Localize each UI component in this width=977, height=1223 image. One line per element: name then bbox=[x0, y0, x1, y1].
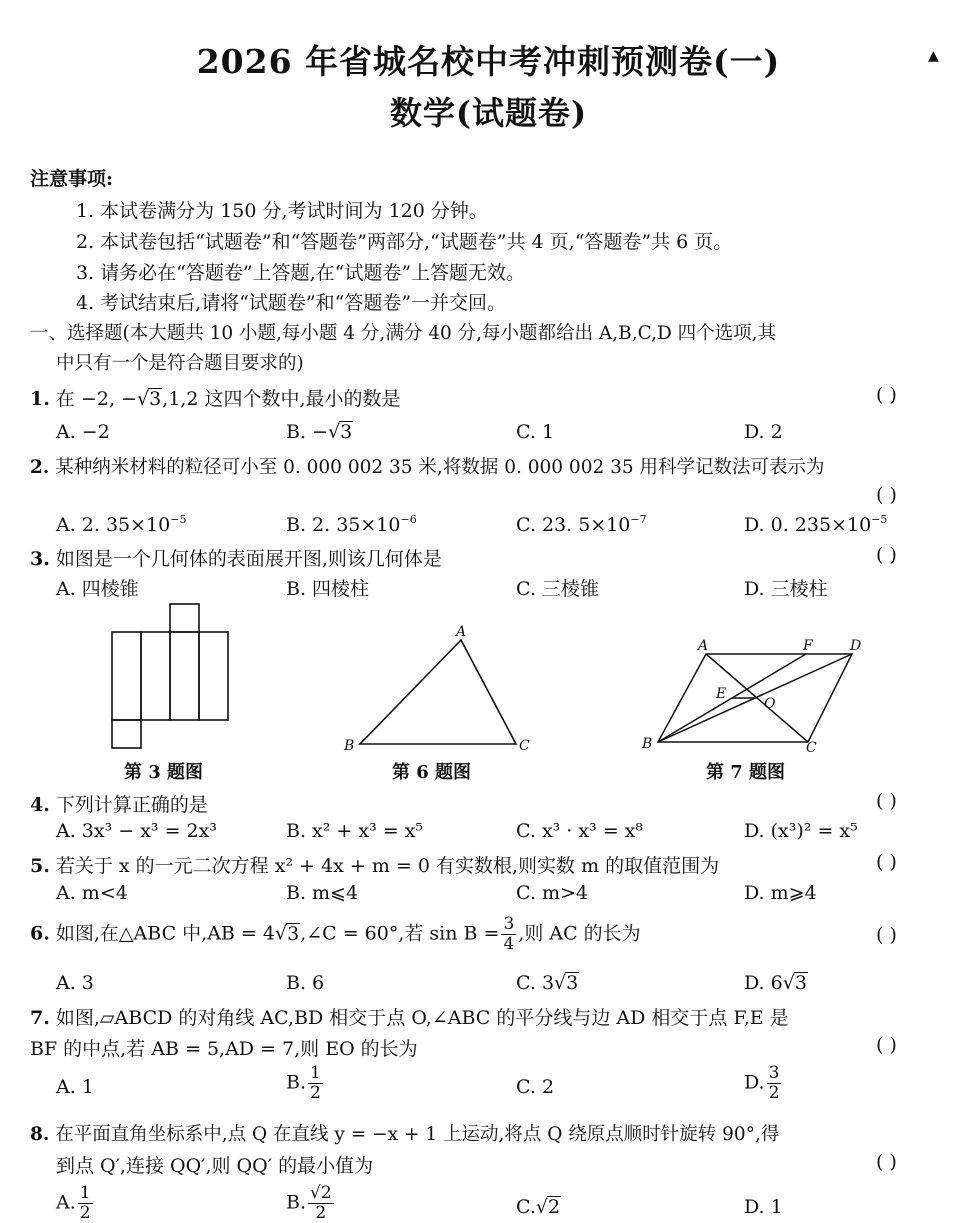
q2-stem-text: 某种纳米材料的粒径可小至 0. 000 002 35 米,将数据 0. 000 002 35 用科学记数法可表示为 bbox=[55, 457, 825, 478]
exam-subtitle: 数学(试题卷) bbox=[389, 94, 588, 132]
q2-c-text: C. 23. 5×10 bbox=[516, 514, 631, 536]
q8-a-fraction bbox=[78, 1184, 93, 1223]
answer-paren-q4: ( ) bbox=[876, 790, 897, 812]
answer-paren-q2: ( ) bbox=[876, 484, 897, 506]
q6-c-radicand: 3 bbox=[566, 972, 579, 994]
exam-title: 2026 年省城名校中考冲刺预测卷(一) bbox=[196, 42, 781, 81]
figure-3-net-diagram bbox=[100, 600, 240, 752]
figure-3-caption: 第 3 题图 bbox=[124, 762, 204, 783]
q3-option-d: D. 三棱柱 bbox=[744, 578, 828, 600]
figure-7-caption: 第 7 题图 bbox=[706, 762, 786, 783]
q6-stem-part: ,则 AC 的长为 bbox=[518, 922, 641, 945]
q7-option-a: A. 1 bbox=[56, 1076, 94, 1098]
q6-radicand: 3 bbox=[287, 922, 300, 945]
q6-option-d: D. 6√3 bbox=[744, 972, 807, 994]
q8-a-text: A. bbox=[56, 1191, 76, 1214]
label-c: C bbox=[806, 740, 817, 756]
q8-option-b bbox=[286, 1184, 336, 1223]
q8-option-a bbox=[56, 1184, 95, 1223]
fraction-numerator: 1 bbox=[310, 1063, 321, 1083]
q2-option-b bbox=[286, 514, 417, 536]
note-item-4: 4. 考试结束后,请将“试题卷”和“答题卷”一并交回。 bbox=[76, 292, 507, 314]
figure-6-triangle-diagram bbox=[340, 620, 540, 760]
q2-option-a bbox=[56, 514, 186, 536]
q1-radicand: 3 bbox=[149, 388, 162, 410]
question-7-stem-line1 bbox=[30, 1003, 789, 1030]
fraction-numerator: √2 bbox=[310, 1183, 332, 1203]
question-8-stem-line2: 到点 Q′,连接 QQ′,则 QQ′ 的最小值为 bbox=[56, 1155, 374, 1177]
q2-c-exp: −7 bbox=[630, 513, 647, 526]
answer-paren-q1: ( ) bbox=[876, 384, 897, 406]
q3-option-c: C. 三棱锥 bbox=[516, 578, 599, 600]
net-bottom-face bbox=[112, 720, 141, 748]
fraction-denominator: 2 bbox=[310, 1083, 321, 1103]
q6-fraction bbox=[501, 915, 516, 954]
q1-b-text: B. − bbox=[286, 421, 328, 443]
corner-mark: ▲ bbox=[928, 48, 939, 64]
q3-option-b: B. 四棱柱 bbox=[286, 578, 370, 600]
q5-stem-text: 若关于 x 的一元二次方程 x² + 4x + m = 0 有实数根,则实数 m 的取值范围为 bbox=[55, 855, 720, 877]
q6-d-text: D. 6 bbox=[744, 972, 783, 994]
q7-b-text: B. bbox=[286, 1071, 307, 1094]
q1-option-b: B. −√3 bbox=[286, 421, 353, 443]
question-1-stem: 1. 在 −2, −√3,1,2 这四个数中,最小的数是 bbox=[30, 388, 401, 410]
q4-stem-text: 下列计算正确的是 bbox=[55, 794, 208, 816]
net-face bbox=[112, 632, 141, 720]
q1-option-a: A. −2 bbox=[56, 421, 110, 443]
q7-option-b bbox=[286, 1064, 325, 1103]
q4-option-b: B. x² + x³ = x⁵ bbox=[286, 820, 424, 842]
q6-d-radicand: 3 bbox=[794, 972, 807, 994]
question-5-stem bbox=[30, 851, 719, 878]
fraction-denominator: 2 bbox=[315, 1203, 327, 1223]
q1-stem-part: ,1,2 这四个数中,最小的数是 bbox=[162, 388, 401, 410]
answer-paren-q5: ( ) bbox=[876, 851, 897, 873]
question-number: 1. bbox=[30, 388, 50, 410]
q5-option-d: D. m⩾4 bbox=[744, 882, 817, 904]
label-e: E bbox=[716, 686, 727, 702]
figure-7-parallelogram-diagram bbox=[640, 632, 870, 758]
q5-option-a: A. m<4 bbox=[56, 882, 128, 904]
label-c: C bbox=[519, 738, 530, 754]
question-number: 2. bbox=[30, 457, 50, 478]
q4-option-a: A. 3x³ − x³ = 2x³ bbox=[56, 820, 217, 842]
fraction-numerator: 3 bbox=[503, 914, 515, 934]
q7-option-c: C. 2 bbox=[516, 1076, 555, 1098]
q3-stem-text: 如图是一个几何体的表面展开图,则该几何体是 bbox=[55, 548, 442, 570]
q6-stem-part: 如图,在△ABC 中,AB = 4 bbox=[55, 922, 275, 945]
notes-heading: 注意事项: bbox=[30, 168, 114, 190]
figure-6-caption: 第 6 题图 bbox=[392, 762, 472, 783]
q7-d-fraction bbox=[767, 1064, 782, 1103]
note-item-1: 1. 本试卷满分为 150 分,考试时间为 120 分钟。 bbox=[76, 200, 488, 222]
q7-b-fraction bbox=[308, 1064, 323, 1103]
question-number: 8. bbox=[30, 1124, 50, 1145]
q2-option-d bbox=[744, 514, 887, 536]
net-top-face bbox=[170, 604, 199, 632]
answer-paren-q6: ( ) bbox=[876, 924, 897, 946]
q8-b-fraction bbox=[308, 1184, 334, 1223]
net-face bbox=[141, 632, 170, 720]
q7-option-d bbox=[744, 1064, 783, 1103]
q2-b-text: B. 2. 35×10 bbox=[286, 514, 401, 536]
section1-line2: 中只有一个是符合题目要求的) bbox=[56, 353, 304, 374]
q7-line1-text: 如图,▱ABCD 的对角线 AC,BD 相交于点 O,∠ABC 的平分线与边 AD 相交于点 F,E 是 bbox=[55, 1007, 789, 1029]
q4-option-d: D. (x³)² = x⁵ bbox=[744, 820, 858, 842]
label-a: A bbox=[456, 624, 467, 640]
triangle-abc bbox=[360, 640, 516, 744]
question-7-stem-line2: BF 的中点,若 AB = 5,AD = 7,则 EO 的长为 bbox=[30, 1038, 418, 1060]
answer-paren-q3: ( ) bbox=[876, 544, 897, 566]
label-o: O bbox=[764, 696, 776, 712]
question-number: 6. bbox=[30, 922, 50, 945]
q8-b-text: B. bbox=[286, 1191, 307, 1214]
q8-line1-text: 在平面直角坐标系中,点 Q 在直线 y = −x + 1 上运动,将点 Q 绕原点顺时针旋转 90°,得 bbox=[55, 1124, 780, 1145]
q5-option-b: B. m⩽4 bbox=[286, 882, 359, 904]
q8-c-text: C. bbox=[516, 1196, 536, 1218]
label-f: F bbox=[803, 638, 813, 654]
note-item-3: 3. 请务必在“答题卷”上答题,在“试题卷”上答题无效。 bbox=[76, 262, 526, 284]
q8-option-c: C.√2 bbox=[516, 1196, 561, 1218]
q6-option-b: B. 6 bbox=[286, 972, 325, 994]
q8-option-d: D. 1 bbox=[744, 1196, 783, 1218]
question-number: 7. bbox=[30, 1007, 50, 1029]
q2-a-text: A. 2. 35×10 bbox=[56, 514, 171, 536]
q2-a-exp: −5 bbox=[170, 513, 187, 526]
q3-option-a: A. 四棱锥 bbox=[56, 578, 139, 600]
label-b: B bbox=[642, 736, 653, 752]
answer-paren-q8: ( ) bbox=[876, 1151, 897, 1173]
net-face bbox=[170, 632, 199, 720]
question-3-stem bbox=[30, 544, 442, 571]
label-a: A bbox=[698, 638, 709, 654]
question-2-stem bbox=[30, 453, 825, 479]
q6-option-c: C. 3√3 bbox=[516, 972, 579, 994]
label-b: B bbox=[344, 738, 355, 754]
fraction-denominator: 4 bbox=[503, 934, 515, 954]
question-6-stem: 6. 如图,在△ABC 中,AB = 4√3,∠C = 60°,若 sin B = $\frac{3}{4}$ ,则 AC 的长为 bbox=[30, 914, 641, 954]
q8-c-radicand: 2 bbox=[548, 1196, 561, 1218]
answer-paren-q7: ( ) bbox=[876, 1034, 897, 1056]
q4-option-c: C. x³ · x³ = x⁸ bbox=[516, 820, 644, 842]
q1-stem-part: 在 −2, − bbox=[55, 388, 137, 410]
fraction-numerator: 1 bbox=[79, 1183, 91, 1203]
fraction-denominator: 2 bbox=[79, 1203, 91, 1223]
q6-stem-part: ,∠C = 60°,若 sin B = bbox=[300, 922, 500, 945]
fraction-numerator: 3 bbox=[768, 1063, 780, 1083]
question-8-stem-line1 bbox=[30, 1120, 779, 1146]
q5-option-c: C. m>4 bbox=[516, 882, 588, 904]
section1-line1: 一、选择题(本大题共 10 小题,每小题 4 分,满分 40 分,每小题都给出 A,B,C,D 四个选项,其 bbox=[30, 323, 777, 344]
question-4-stem bbox=[30, 790, 208, 817]
q2-d-exp: −5 bbox=[871, 513, 888, 526]
q2-option-c bbox=[516, 514, 647, 536]
question-number: 5. bbox=[30, 855, 50, 877]
note-item-2: 2. 本试卷包括“试题卷”和“答题卷”两部分,“试题卷”共 4 页,“答题卷”共 6 页。 bbox=[76, 231, 733, 253]
label-d: D bbox=[850, 638, 862, 654]
q7-d-text: D. bbox=[744, 1071, 765, 1094]
q1-option-d: D. 2 bbox=[744, 421, 783, 443]
q2-d-text: D. 0. 235×10 bbox=[744, 514, 872, 536]
question-number: 4. bbox=[30, 794, 50, 816]
question-number: 3. bbox=[30, 548, 50, 570]
q6-option-a: A. 3 bbox=[56, 972, 94, 994]
q1-b-radicand: 3 bbox=[340, 421, 353, 443]
q6-c-text: C. 3 bbox=[516, 972, 555, 994]
net-face bbox=[199, 632, 228, 720]
fraction-denominator: 2 bbox=[768, 1083, 780, 1103]
q2-b-exp: −6 bbox=[400, 513, 417, 526]
q1-option-c: C. 1 bbox=[516, 421, 555, 443]
